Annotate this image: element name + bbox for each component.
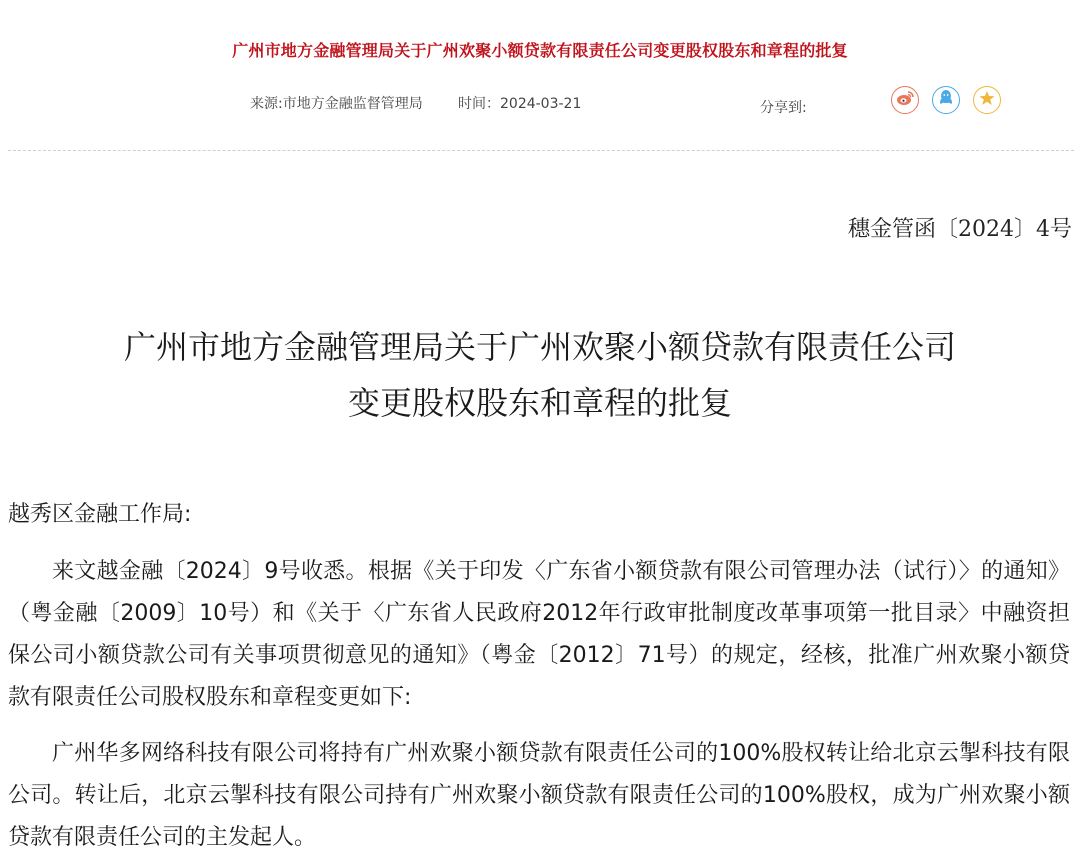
share-qq-button[interactable]: [932, 86, 960, 114]
share-label: 分享到:: [760, 100, 807, 116]
header-divider: [8, 150, 1074, 151]
share-qzone-button[interactable]: [973, 86, 1001, 114]
qzone-icon: [979, 90, 995, 110]
source-label: 来源:市地方金融监督管理局: [250, 96, 423, 112]
publish-date: 时间：2024-03-21: [458, 96, 582, 112]
weibo-icon: [896, 90, 914, 110]
body-paragraph-2: 广州华多网络科技有限公司将持有广州欢聚小额贷款有限责任公司的100%股权转让给北京云掣科技有限公司。转让后，北京云掣科技有限公司持有广州欢聚小额贷款有限责任公司的100%股权，成为广州欢聚小额贷款有限责任公司的主发起人。: [8, 741, 1070, 850]
document-title-line-2: 变更股权股东和章程的批复: [347, 384, 732, 422]
qq-icon: [938, 89, 954, 111]
body-paragraph-1: 来文越金融〔2024〕9号收悉。根据《关于印发〈广东省小额贷款有限公司管理办法（试行）〉的通知》（粤金融〔2009〕10号）和《关于〈广东省人民政府2012年行政审批制度改革事项第一批目录〉中融资担保公司小额贷款公司有关事项贯彻意见的通知》（粤金〔2012〕71号）的规定，经核，批准广州欢聚小额贷款有限责任公司股权股东和章程变更如下:: [8, 559, 1070, 710]
salutation: 越秀区金融工作局:: [8, 502, 192, 527]
share-weibo-button[interactable]: [891, 86, 919, 114]
page-header-title: 广州市地方金融管理局关于广州欢聚小额贷款有限责任公司变更股权股东和章程的批复: [232, 41, 848, 60]
document-number: 穗金管函〔2024〕4号: [848, 217, 1072, 242]
document-title-line-1: 广州市地方金融管理局关于广州欢聚小额贷款有限责任公司: [123, 328, 956, 366]
